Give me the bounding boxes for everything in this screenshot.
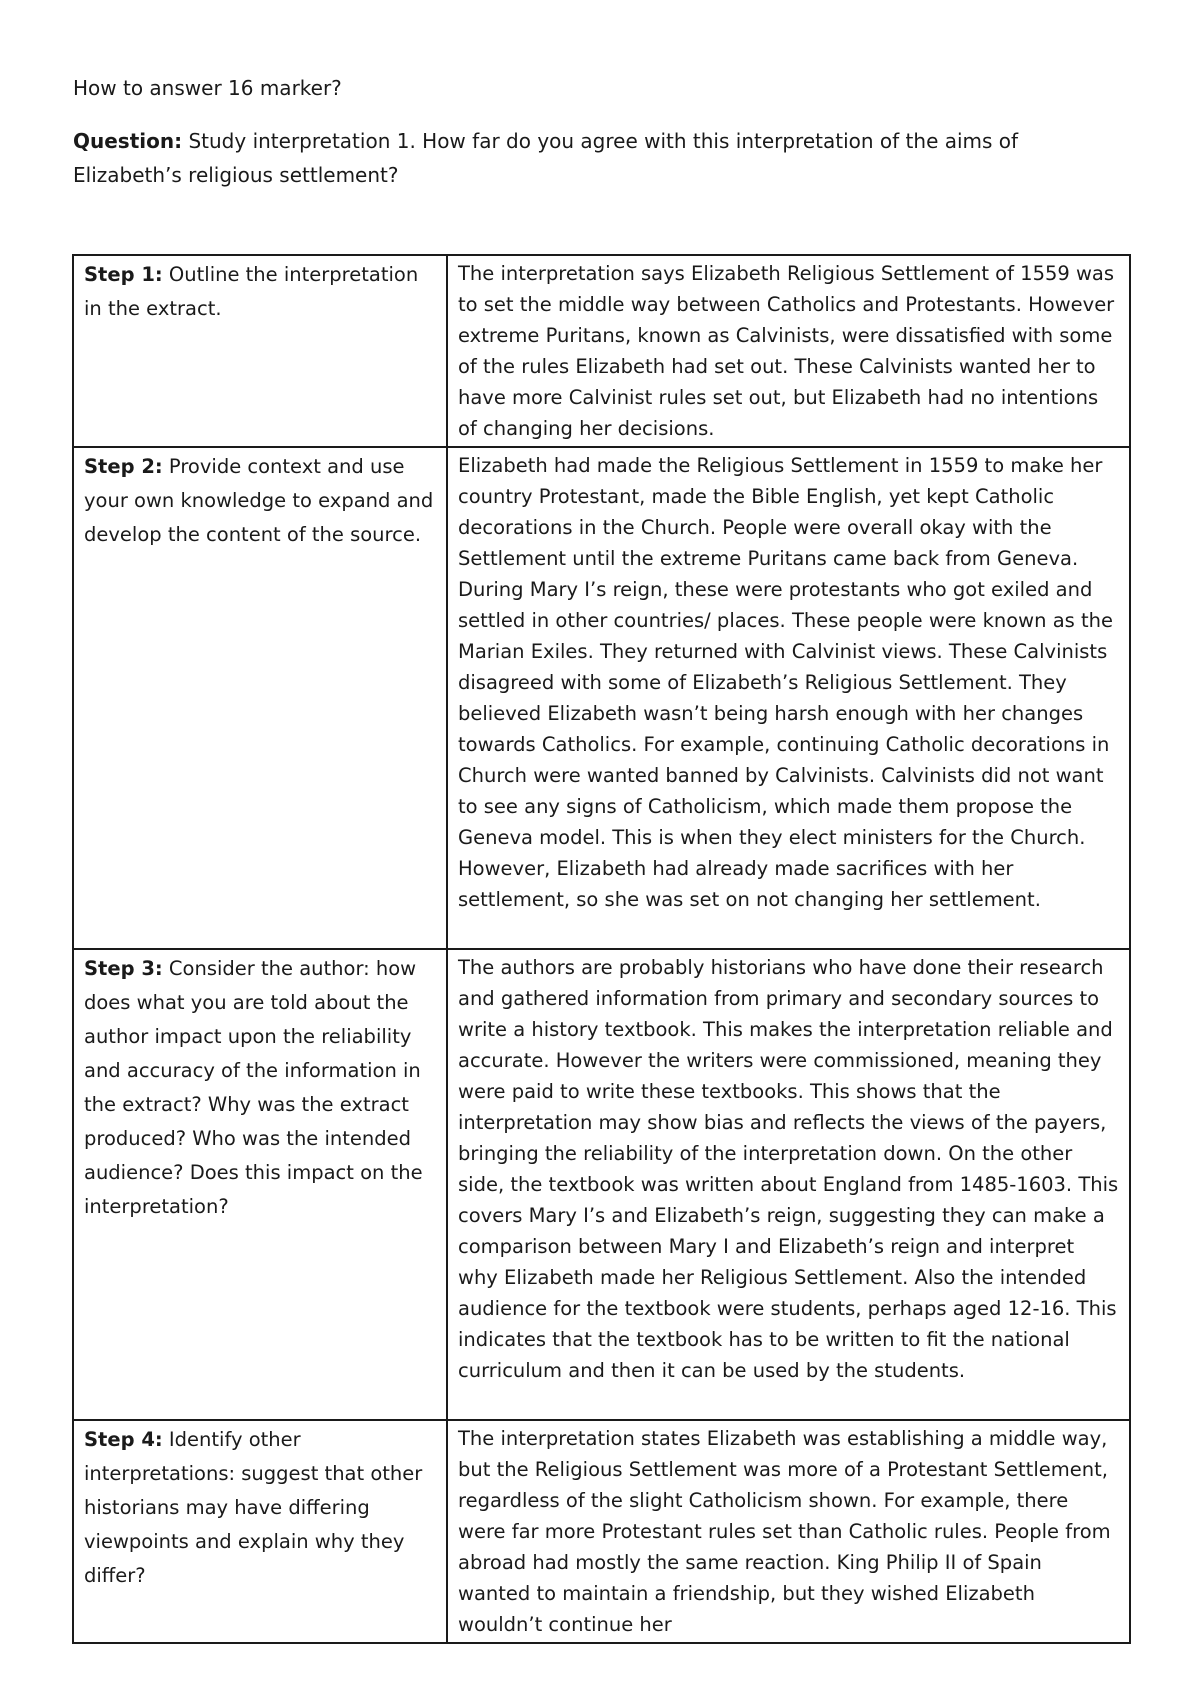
table-row	[73, 447, 1130, 949]
question-text: Study interpretation 1. How far do you agree with this interpretation of the aims of Elizabeth’s religious settlement?	[73, 129, 1019, 187]
step-prompt: Outline the interpretation in the extract.	[84, 263, 419, 320]
step-label: Step 4:	[84, 1428, 163, 1451]
step-prompt-cell	[73, 447, 447, 949]
step-prompt: Provide context and use your own knowledge to expand and develop the content of the source.	[84, 455, 434, 546]
step-answer-cell	[447, 255, 1130, 447]
step-answer-cell	[447, 447, 1130, 949]
step-prompt: Consider the author: how does what you are told about the author impact upon the reliability and accuracy of the information in the extract? Why was the extract produced? Who was the intended audience? Does this impact on the interpretation?	[84, 957, 423, 1218]
table-row	[73, 949, 1130, 1420]
step-answer-cell	[447, 1420, 1130, 1643]
question	[73, 124, 1113, 192]
steps-table	[72, 254, 1131, 1644]
table-row	[73, 1420, 1130, 1643]
step-answer: The interpretation states Elizabeth was establishing a middle way, but the Religious Settlement was more of a Protestant Settlement, regardless of the slight Catholicism shown. For example, there were far more Protestant rules set than Catholic rules. People from abroad had mostly the same reaction. King Philip II of Spain wanted to maintain a friendship, but they wished Elizabeth wouldn’t continue her	[458, 1427, 1111, 1636]
step-label: Step 1:	[84, 263, 163, 286]
step-answer: The authors are probably historians who have done their research and gathered information from primary and secondary sources to write a history textbook. This makes the interpretation reliable and accurate. However the writers were commissioned, meaning they were paid to write these textbooks. This shows that the interpretation may show bias and reflects the views of the payers, bringing the reliability of the interpretation down. On the other side, the textbook was written about England from 1485-1603. This covers Mary I’s and Elizabeth’s reign, suggesting they can make a comparison between Mary I and Elizabeth’s reign and interpret why Elizabeth made her Religious Settlement. Also the intended audience for the textbook were students, perhaps aged 12-16. This indicates that the textbook has to be written to fit the national curriculum and then it can be used by the students.	[458, 956, 1119, 1382]
step-label: Step 3:	[84, 957, 163, 980]
step-answer: The interpretation says Elizabeth Religious Settlement of 1559 was to set the middle way between Catholics and Protestants. However extreme Puritans, known as Calvinists, were dissatisfied with some of the rules Elizabeth had set out. These Calvinists wanted her to have more Calvinist rules set out, but Elizabeth had no intentions of changing her decisions.	[458, 262, 1115, 440]
step-prompt-cell	[73, 255, 447, 447]
page-title: How to answer 16 marker?	[73, 76, 342, 100]
step-prompt: Identify other interpretations: suggest that other historians may have differing viewpoints and explain why they differ?	[84, 1428, 423, 1587]
question-label: Question:	[73, 129, 183, 153]
table-row	[73, 255, 1130, 447]
step-answer-cell	[447, 949, 1130, 1420]
step-label: Step 2:	[84, 455, 163, 478]
step-prompt-cell	[73, 949, 447, 1420]
step-prompt-cell	[73, 1420, 447, 1643]
step-answer: Elizabeth had made the Religious Settlement in 1559 to make her country Protestant, made the Bible English, yet kept Catholic decorations in the Church. People were overall okay with the Settlement until the extreme Puritans came back from Geneva. During Mary I’s reign, these were protestants who got exiled and settled in other countries/ places. These people were known as the Marian Exiles. They returned with Calvinist views. These Calvinists disagreed with some of Elizabeth’s Religious Settlement. They believed Elizabeth wasn’t being harsh enough with her changes towards Catholics. For example, continuing Catholic decorations in Church were wanted banned by Calvinists. Calvinists did not want to see any signs of Catholicism, which made them propose the Geneva model. This is when they elect ministers for the Church. However, Elizabeth had already made sacrifices with her settlement, so she was set on not changing her settlement.	[458, 454, 1114, 911]
